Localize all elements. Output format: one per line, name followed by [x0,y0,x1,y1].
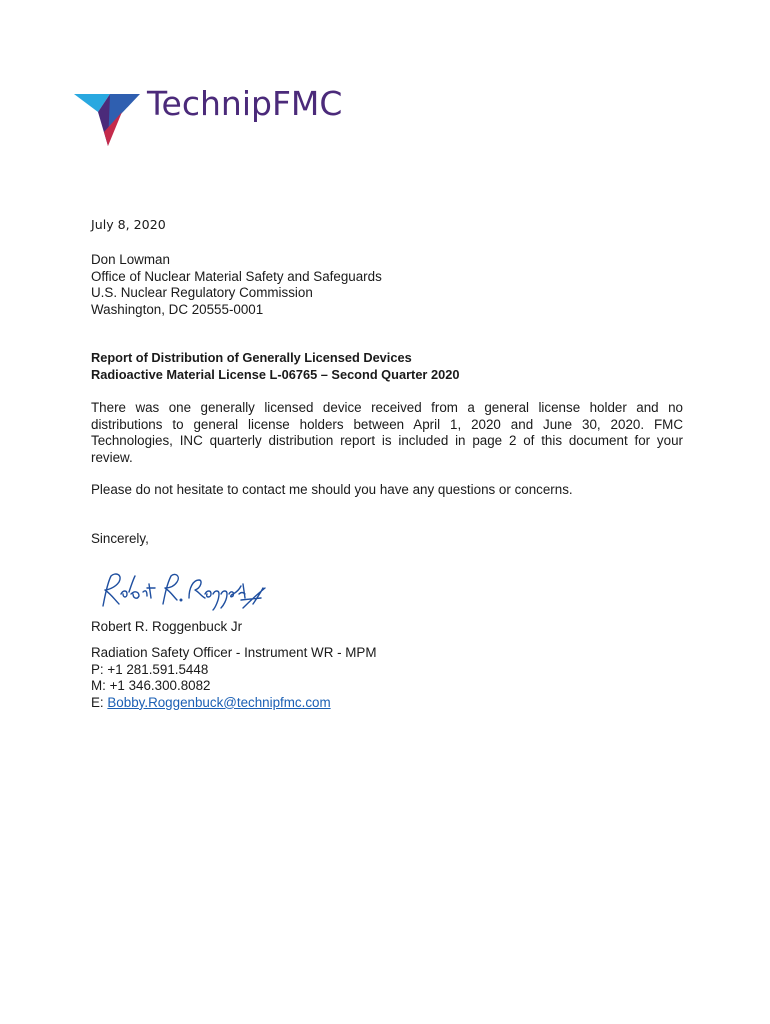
body-paragraph-1: There was one generally licensed device received from a general license holder and no distributions to general license holders between April 1, 2020 and June 30, 2020. FMC Technologies, INC quarterly distribution report is included in page 2 of this document for your review. [91,400,683,465]
signer-phone: P: +1 281.591.5448 [91,661,209,677]
subject-line-2: Radioactive Material License L-06765 – Second Quarter 2020 [91,366,460,382]
recipient-agency: U.S. Nuclear Regulatory Commission [91,285,313,301]
signer-mobile: M: +1 346.300.8082 [91,678,211,694]
subject-line-1: Report of Distribution of Generally Licensed Devices [91,350,412,365]
body-paragraph-2: Please do not hesitate to contact me should you have any questions or concerns. [91,482,573,497]
logo-wordmark: TechnipFMC [147,84,343,123]
technipfmc-logo-mark-icon [74,88,140,146]
recipient-office: Office of Nuclear Material Safety and Safeguards [91,268,382,284]
recipient-name: Don Lowman [91,252,170,267]
signer-contact [91,645,377,711]
email-prefix: E: [91,694,108,710]
recipient-address [91,252,382,318]
letter-date: July 8, 2020 [91,217,166,232]
email-link[interactable]: Bobby.Roggenbuck@technipfmc.com [107,694,331,710]
signer-title: Radiation Safety Officer - Instrument WR - MPM [91,645,377,660]
subject-block [91,350,459,383]
recipient-city: Washington, DC 20555-0001 [91,301,264,317]
company-logo [74,84,374,150]
handwritten-signature [93,568,268,614]
signer-name: Robert R. Roggenbuck Jr [91,619,243,634]
signer-email-line [91,695,377,712]
closing: Sincerely, [91,531,149,546]
